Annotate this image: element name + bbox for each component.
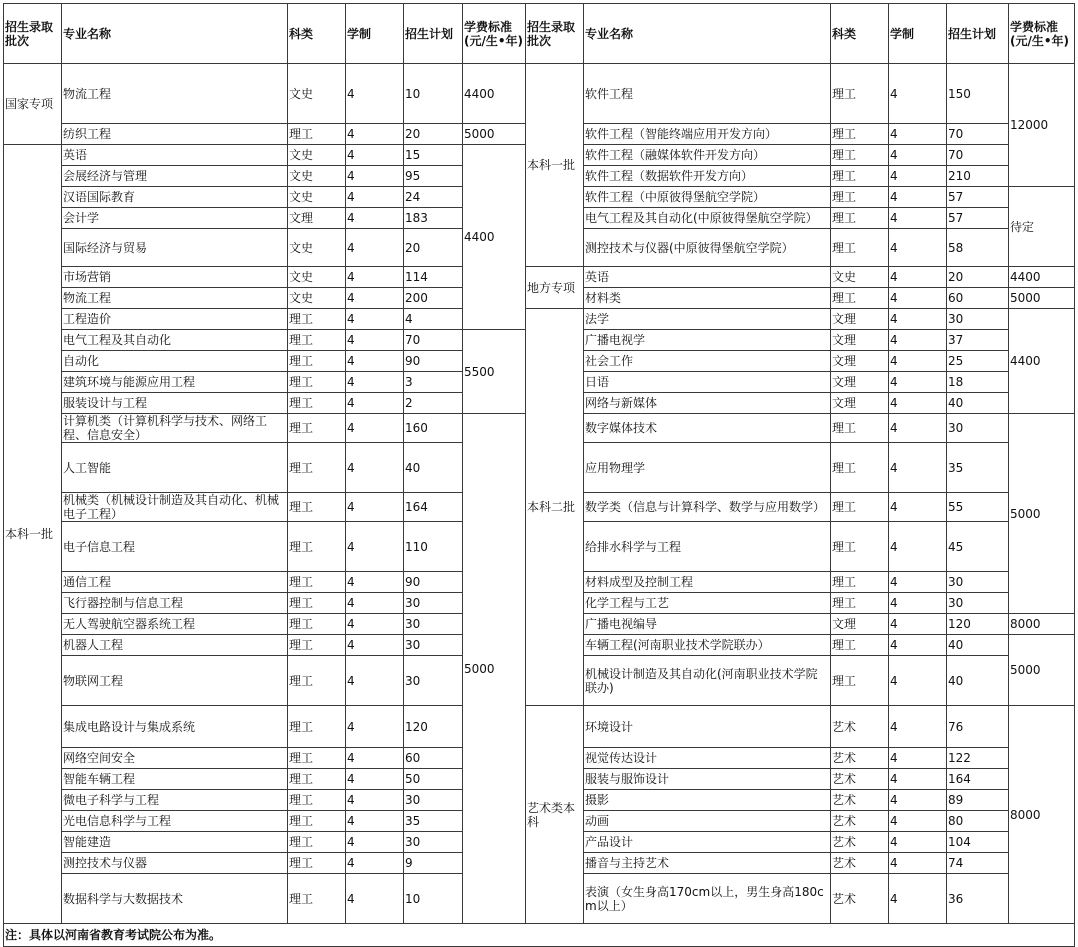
table-row <box>4 309 1075 330</box>
right-duration-cell: 4 <box>889 166 947 187</box>
right-header-batch: 招生录取批次 <box>526 4 584 64</box>
left-plan-cell: 200 <box>404 288 463 309</box>
right-major-cell: 环境设计 <box>584 706 831 748</box>
right-plan-cell: 45 <box>947 522 1009 572</box>
left-fee-cell: 5000 <box>463 124 526 145</box>
left-major-cell: 会计学 <box>62 208 288 229</box>
right-duration-cell: 4 <box>889 522 947 572</box>
left-major-cell: 人工智能 <box>62 443 288 493</box>
left-duration-cell: 4 <box>346 706 404 748</box>
right-duration-cell: 4 <box>889 309 947 330</box>
left-category-cell: 理工 <box>288 351 346 372</box>
right-duration-cell: 4 <box>889 769 947 790</box>
right-category-cell: 文理 <box>831 330 889 351</box>
right-batch-cell: 地方专项 <box>526 267 584 309</box>
right-major-cell: 摄影 <box>584 790 831 811</box>
right-fee-cell: 待定 <box>1009 187 1075 267</box>
left-category-cell: 理工 <box>288 811 346 832</box>
left-duration-cell: 4 <box>346 614 404 635</box>
right-major-cell: 应用物理学 <box>584 443 831 493</box>
left-plan-cell: 30 <box>404 593 463 614</box>
right-batch-cell: 本科一批 <box>526 64 584 267</box>
left-plan-cell: 30 <box>404 656 463 706</box>
left-major-cell: 服装设计与工程 <box>62 393 288 414</box>
left-category-cell: 理工 <box>288 522 346 572</box>
right-plan-cell: 122 <box>947 748 1009 769</box>
footnote: 注：具体以河南省教育考试院公布为准。 <box>4 924 1075 947</box>
left-category-cell: 理工 <box>288 572 346 593</box>
left-category-cell: 文史 <box>288 267 346 288</box>
right-category-cell: 艺术 <box>831 748 889 769</box>
right-plan-cell: 30 <box>947 309 1009 330</box>
right-duration-cell: 4 <box>889 614 947 635</box>
left-major-cell: 物流工程 <box>62 288 288 309</box>
right-duration-cell: 4 <box>889 372 947 393</box>
right-major-cell: 测控技术与仪器(中原彼得堡航空学院） <box>584 229 831 267</box>
right-plan-cell: 30 <box>947 414 1009 443</box>
left-major-cell: 无人驾驶航空器系统工程 <box>62 614 288 635</box>
left-category-cell: 文理 <box>288 208 346 229</box>
right-plan-cell: 35 <box>947 443 1009 493</box>
left-category-cell: 理工 <box>288 124 346 145</box>
right-batch-cell: 艺术类本科 <box>526 706 584 924</box>
right-major-cell: 广播电视编导 <box>584 614 831 635</box>
left-duration-cell: 4 <box>346 790 404 811</box>
right-duration-cell: 4 <box>889 748 947 769</box>
left-duration-cell: 4 <box>346 832 404 853</box>
left-plan-cell: 90 <box>404 351 463 372</box>
right-category-cell: 理工 <box>831 593 889 614</box>
right-plan-cell: 40 <box>947 635 1009 656</box>
left-plan-cell: 114 <box>404 267 463 288</box>
right-plan-cell: 57 <box>947 187 1009 208</box>
right-duration-cell: 4 <box>889 330 947 351</box>
right-plan-cell: 150 <box>947 64 1009 124</box>
left-plan-cell: 30 <box>404 635 463 656</box>
left-duration-cell: 4 <box>346 853 404 874</box>
left-duration-cell: 4 <box>346 64 404 124</box>
left-duration-cell: 4 <box>346 393 404 414</box>
right-major-cell: 软件工程（中原彼得堡航空学院） <box>584 187 831 208</box>
header-row <box>4 4 1075 64</box>
right-plan-cell: 70 <box>947 124 1009 145</box>
left-plan-cell: 30 <box>404 614 463 635</box>
right-plan-cell: 74 <box>947 853 1009 874</box>
left-header-fee: 学费标准(元/生•年) <box>463 4 526 64</box>
left-major-cell: 智能建造 <box>62 832 288 853</box>
left-major-cell: 机械类（机械设计制造及其自动化、机械电子工程） <box>62 493 288 522</box>
right-category-cell: 理工 <box>831 229 889 267</box>
left-duration-cell: 4 <box>346 124 404 145</box>
left-category-cell: 理工 <box>288 330 346 351</box>
right-header-major: 专业名称 <box>584 4 831 64</box>
right-category-cell: 理工 <box>831 288 889 309</box>
left-major-cell: 物联网工程 <box>62 656 288 706</box>
left-plan-cell: 20 <box>404 124 463 145</box>
table-row <box>4 64 1075 124</box>
right-major-cell: 软件工程（数据软件开发方向） <box>584 166 831 187</box>
right-category-cell: 文史 <box>831 267 889 288</box>
right-duration-cell: 4 <box>889 145 947 166</box>
right-major-cell: 法学 <box>584 309 831 330</box>
left-duration-cell: 4 <box>346 166 404 187</box>
right-major-cell: 英语 <box>584 267 831 288</box>
right-plan-cell: 120 <box>947 614 1009 635</box>
left-plan-cell: 110 <box>404 522 463 572</box>
right-fee-cell: 4400 <box>1009 309 1075 414</box>
right-category-cell: 理工 <box>831 522 889 572</box>
right-plan-cell: 60 <box>947 288 1009 309</box>
left-duration-cell: 4 <box>346 145 404 166</box>
right-header-plan: 招生计划 <box>947 4 1009 64</box>
right-category-cell: 艺术 <box>831 706 889 748</box>
right-header-fee: 学费标准(元/生•年) <box>1009 4 1075 64</box>
left-duration-cell: 4 <box>346 635 404 656</box>
left-batch-cell: 本科一批 <box>4 145 62 924</box>
right-category-cell: 艺术 <box>831 874 889 924</box>
left-major-cell: 计算机类（计算机科学与技术、网络工程、信息安全） <box>62 414 288 443</box>
right-category-cell: 文理 <box>831 393 889 414</box>
left-duration-cell: 4 <box>346 208 404 229</box>
left-category-cell: 理工 <box>288 493 346 522</box>
right-category-cell: 理工 <box>831 208 889 229</box>
right-category-cell: 艺术 <box>831 769 889 790</box>
left-plan-cell: 30 <box>404 790 463 811</box>
right-duration-cell: 4 <box>889 288 947 309</box>
left-category-cell: 理工 <box>288 443 346 493</box>
right-category-cell: 艺术 <box>831 853 889 874</box>
left-plan-cell: 90 <box>404 572 463 593</box>
left-duration-cell: 4 <box>346 330 404 351</box>
left-plan-cell: 10 <box>404 874 463 924</box>
right-category-cell: 艺术 <box>831 790 889 811</box>
left-header-batch: 招生录取批次 <box>4 4 62 64</box>
left-major-cell: 测控技术与仪器 <box>62 853 288 874</box>
left-category-cell: 文史 <box>288 145 346 166</box>
right-major-cell: 网络与新媒体 <box>584 393 831 414</box>
left-major-cell: 光电信息科学与工程 <box>62 811 288 832</box>
right-category-cell: 理工 <box>831 443 889 493</box>
right-duration-cell: 4 <box>889 229 947 267</box>
left-major-cell: 物流工程 <box>62 64 288 124</box>
right-plan-cell: 37 <box>947 330 1009 351</box>
right-plan-cell: 89 <box>947 790 1009 811</box>
right-fee-cell: 5000 <box>1009 414 1075 614</box>
left-category-cell: 理工 <box>288 309 346 330</box>
right-plan-cell: 18 <box>947 372 1009 393</box>
left-plan-cell: 50 <box>404 769 463 790</box>
right-duration-cell: 4 <box>889 267 947 288</box>
left-duration-cell: 4 <box>346 372 404 393</box>
left-major-cell: 工程造价 <box>62 309 288 330</box>
right-plan-cell: 210 <box>947 166 1009 187</box>
right-category-cell: 理工 <box>831 493 889 522</box>
left-major-cell: 纺织工程 <box>62 124 288 145</box>
right-major-cell: 材料成型及控制工程 <box>584 572 831 593</box>
right-duration-cell: 4 <box>889 208 947 229</box>
right-plan-cell: 30 <box>947 572 1009 593</box>
right-fee-cell: 4400 <box>1009 267 1075 288</box>
left-duration-cell: 4 <box>346 351 404 372</box>
right-duration-cell: 4 <box>889 572 947 593</box>
left-header-plan: 招生计划 <box>404 4 463 64</box>
left-plan-cell: 20 <box>404 229 463 267</box>
left-plan-cell: 164 <box>404 493 463 522</box>
left-category-cell: 理工 <box>288 414 346 443</box>
left-plan-cell: 120 <box>404 706 463 748</box>
right-plan-cell: 25 <box>947 351 1009 372</box>
left-plan-cell: 160 <box>404 414 463 443</box>
left-duration-cell: 4 <box>346 229 404 267</box>
right-major-cell: 广播电视学 <box>584 330 831 351</box>
left-major-cell: 智能车辆工程 <box>62 769 288 790</box>
left-duration-cell: 4 <box>346 572 404 593</box>
left-plan-cell: 24 <box>404 187 463 208</box>
left-fee-cell: 5500 <box>463 330 526 414</box>
left-category-cell: 理工 <box>288 874 346 924</box>
left-category-cell: 理工 <box>288 593 346 614</box>
left-major-cell: 集成电路设计与集成系统 <box>62 706 288 748</box>
left-major-cell: 通信工程 <box>62 572 288 593</box>
right-duration-cell: 4 <box>889 414 947 443</box>
left-plan-cell: 35 <box>404 811 463 832</box>
left-plan-cell: 3 <box>404 372 463 393</box>
left-major-cell: 电子信息工程 <box>62 522 288 572</box>
left-duration-cell: 4 <box>346 748 404 769</box>
left-header-duration: 学制 <box>346 4 404 64</box>
left-duration-cell: 4 <box>346 493 404 522</box>
right-duration-cell: 4 <box>889 874 947 924</box>
right-major-cell: 视觉传达设计 <box>584 748 831 769</box>
right-plan-cell: 164 <box>947 769 1009 790</box>
right-fee-cell: 8000 <box>1009 706 1075 924</box>
left-duration-cell: 4 <box>346 874 404 924</box>
left-duration-cell: 4 <box>346 593 404 614</box>
left-plan-cell: 30 <box>404 832 463 853</box>
right-category-cell: 理工 <box>831 635 889 656</box>
right-duration-cell: 4 <box>889 124 947 145</box>
left-major-cell: 机器人工程 <box>62 635 288 656</box>
right-plan-cell: 55 <box>947 493 1009 522</box>
right-category-cell: 理工 <box>831 656 889 706</box>
left-duration-cell: 4 <box>346 267 404 288</box>
right-category-cell: 文理 <box>831 309 889 330</box>
left-category-cell: 理工 <box>288 372 346 393</box>
right-category-cell: 艺术 <box>831 832 889 853</box>
left-category-cell: 理工 <box>288 748 346 769</box>
left-category-cell: 文史 <box>288 229 346 267</box>
right-fee-cell: 12000 <box>1009 64 1075 187</box>
right-plan-cell: 70 <box>947 145 1009 166</box>
left-duration-cell: 4 <box>346 309 404 330</box>
right-major-cell: 材料类 <box>584 288 831 309</box>
left-major-cell: 英语 <box>62 145 288 166</box>
left-category-cell: 文史 <box>288 166 346 187</box>
right-major-cell: 动画 <box>584 811 831 832</box>
left-plan-cell: 15 <box>404 145 463 166</box>
right-plan-cell: 30 <box>947 593 1009 614</box>
left-duration-cell: 4 <box>346 656 404 706</box>
right-plan-cell: 36 <box>947 874 1009 924</box>
left-batch-cell: 国家专项 <box>4 64 62 145</box>
right-major-cell: 播音与主持艺术 <box>584 853 831 874</box>
left-major-cell: 市场营销 <box>62 267 288 288</box>
right-category-cell: 文理 <box>831 614 889 635</box>
right-duration-cell: 4 <box>889 853 947 874</box>
left-plan-cell: 9 <box>404 853 463 874</box>
right-duration-cell: 4 <box>889 493 947 522</box>
left-duration-cell: 4 <box>346 288 404 309</box>
right-major-cell: 数字媒体技术 <box>584 414 831 443</box>
left-fee-cell: 5000 <box>463 414 526 924</box>
left-category-cell: 理工 <box>288 790 346 811</box>
right-plan-cell: 104 <box>947 832 1009 853</box>
right-plan-cell: 40 <box>947 656 1009 706</box>
right-plan-cell: 76 <box>947 706 1009 748</box>
right-duration-cell: 4 <box>889 635 947 656</box>
right-plan-cell: 80 <box>947 811 1009 832</box>
left-category-cell: 理工 <box>288 656 346 706</box>
right-duration-cell: 4 <box>889 811 947 832</box>
left-header-category: 科类 <box>288 4 346 64</box>
left-category-cell: 理工 <box>288 614 346 635</box>
note-row <box>4 924 1075 947</box>
right-duration-cell: 4 <box>889 790 947 811</box>
left-plan-cell: 2 <box>404 393 463 414</box>
right-major-cell: 给排水科学与工程 <box>584 522 831 572</box>
left-category-cell: 文史 <box>288 187 346 208</box>
admission-plan-table <box>3 3 1075 947</box>
right-major-cell: 产品设计 <box>584 832 831 853</box>
right-header-duration: 学制 <box>889 4 947 64</box>
left-category-cell: 文史 <box>288 64 346 124</box>
left-major-cell: 数据科学与大数据技术 <box>62 874 288 924</box>
left-category-cell: 理工 <box>288 853 346 874</box>
left-major-cell: 飞行器控制与信息工程 <box>62 593 288 614</box>
left-fee-cell: 4400 <box>463 64 526 124</box>
right-duration-cell: 4 <box>889 351 947 372</box>
right-duration-cell: 4 <box>889 64 947 124</box>
right-category-cell: 理工 <box>831 414 889 443</box>
left-plan-cell: 70 <box>404 330 463 351</box>
left-duration-cell: 4 <box>346 811 404 832</box>
right-major-cell: 软件工程（智能终端应用开发方向） <box>584 124 831 145</box>
left-major-cell: 会展经济与管理 <box>62 166 288 187</box>
right-plan-cell: 40 <box>947 393 1009 414</box>
right-category-cell: 理工 <box>831 124 889 145</box>
left-category-cell: 文史 <box>288 288 346 309</box>
left-plan-cell: 95 <box>404 166 463 187</box>
right-duration-cell: 4 <box>889 593 947 614</box>
right-duration-cell: 4 <box>889 656 947 706</box>
right-category-cell: 文理 <box>831 372 889 393</box>
right-major-cell: 化学工程与工艺 <box>584 593 831 614</box>
left-category-cell: 理工 <box>288 393 346 414</box>
right-header-category: 科类 <box>831 4 889 64</box>
left-duration-cell: 4 <box>346 769 404 790</box>
left-category-cell: 理工 <box>288 635 346 656</box>
table-row <box>4 706 1075 748</box>
right-major-cell: 软件工程（融媒体软件开发方向） <box>584 145 831 166</box>
right-duration-cell: 4 <box>889 443 947 493</box>
right-major-cell: 软件工程 <box>584 64 831 124</box>
left-major-cell: 汉语国际教育 <box>62 187 288 208</box>
left-major-cell: 微电子科学与工程 <box>62 790 288 811</box>
right-duration-cell: 4 <box>889 187 947 208</box>
table-row <box>4 267 1075 288</box>
left-major-cell: 网络空间安全 <box>62 748 288 769</box>
right-plan-cell: 58 <box>947 229 1009 267</box>
left-category-cell: 理工 <box>288 832 346 853</box>
right-major-cell: 数学类（信息与计算科学、数学与应用数学） <box>584 493 831 522</box>
right-plan-cell: 57 <box>947 208 1009 229</box>
right-category-cell: 文理 <box>831 351 889 372</box>
left-major-cell: 国际经济与贸易 <box>62 229 288 267</box>
right-duration-cell: 4 <box>889 393 947 414</box>
right-fee-cell: 5000 <box>1009 635 1075 706</box>
right-major-cell: 日语 <box>584 372 831 393</box>
right-plan-cell: 20 <box>947 267 1009 288</box>
left-major-cell: 电气工程及其自动化 <box>62 330 288 351</box>
left-major-cell: 自动化 <box>62 351 288 372</box>
right-major-cell: 电气工程及其自动化(中原彼得堡航空学院） <box>584 208 831 229</box>
right-category-cell: 理工 <box>831 145 889 166</box>
left-category-cell: 理工 <box>288 706 346 748</box>
left-major-cell: 建筑环境与能源应用工程 <box>62 372 288 393</box>
left-plan-cell: 40 <box>404 443 463 493</box>
right-fee-cell: 8000 <box>1009 614 1075 635</box>
right-duration-cell: 4 <box>889 706 947 748</box>
left-duration-cell: 4 <box>346 414 404 443</box>
left-duration-cell: 4 <box>346 522 404 572</box>
right-category-cell: 理工 <box>831 166 889 187</box>
right-batch-cell: 本科二批 <box>526 309 584 706</box>
left-plan-cell: 4 <box>404 309 463 330</box>
right-major-cell: 表演（女生身高170cm以上，男生身高180cm以上） <box>584 874 831 924</box>
right-category-cell: 理工 <box>831 572 889 593</box>
right-category-cell: 理工 <box>831 187 889 208</box>
right-major-cell: 机械设计制造及其自动化(河南职业技术学院联办) <box>584 656 831 706</box>
right-fee-cell: 5000 <box>1009 288 1075 309</box>
left-plan-cell: 183 <box>404 208 463 229</box>
right-major-cell: 社会工作 <box>584 351 831 372</box>
right-category-cell: 艺术 <box>831 811 889 832</box>
right-major-cell: 服装与服饰设计 <box>584 769 831 790</box>
right-major-cell: 车辆工程(河南职业技术学院联办） <box>584 635 831 656</box>
left-duration-cell: 4 <box>346 443 404 493</box>
left-header-major: 专业名称 <box>62 4 288 64</box>
left-category-cell: 理工 <box>288 769 346 790</box>
left-fee-cell: 4400 <box>463 145 526 330</box>
right-category-cell: 理工 <box>831 64 889 124</box>
left-duration-cell: 4 <box>346 187 404 208</box>
left-plan-cell: 60 <box>404 748 463 769</box>
left-plan-cell: 10 <box>404 64 463 124</box>
right-duration-cell: 4 <box>889 832 947 853</box>
